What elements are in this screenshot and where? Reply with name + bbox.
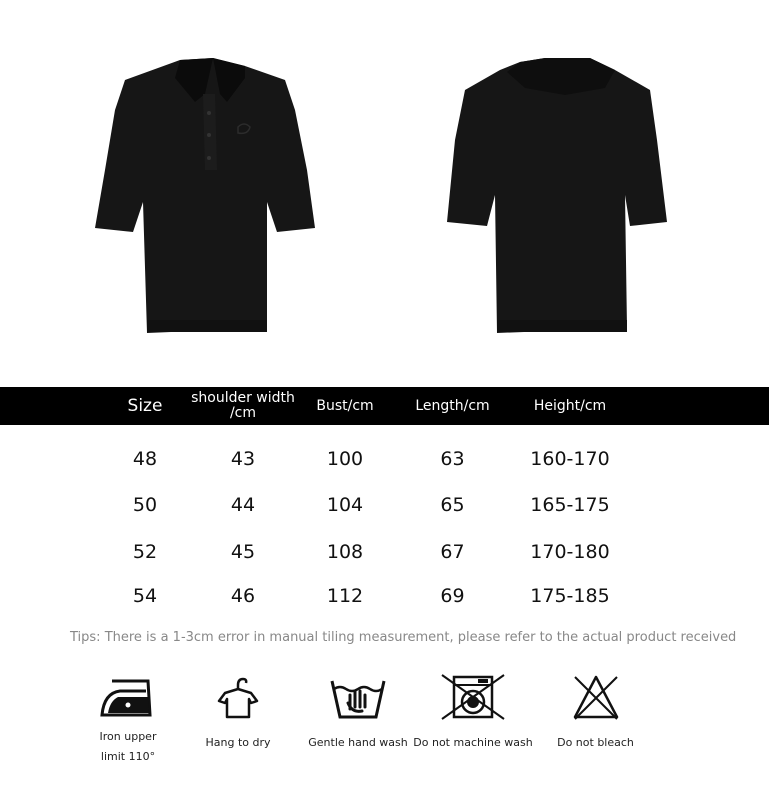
hanger-icon: [213, 673, 263, 721]
care-item-hang: [198, 673, 278, 753]
measurement-tips: Tips: There is a 1-3cm error in manual tiling measurement, please refer to the actual product received: [70, 630, 737, 645]
height-cell: 165-175: [530, 494, 610, 516]
no-bleach-icon: [571, 673, 621, 721]
size-cell: 48: [132, 448, 158, 470]
care-item-hand-wash: [308, 673, 408, 753]
height-cell: 170-180: [530, 541, 610, 563]
height-column-header: Height/cm: [533, 397, 607, 414]
height-cell: 160-170: [530, 448, 610, 470]
table-row: [0, 537, 769, 567]
length-cell: 65: [440, 494, 465, 516]
care-label: Hang to dry: [205, 736, 271, 749]
care-label: Do not bleach: [557, 736, 634, 749]
height-cell: 175-185: [530, 585, 610, 607]
length-cell: 67: [440, 541, 465, 563]
care-item-iron: [88, 673, 168, 767]
bust-cell: 108: [326, 541, 364, 563]
iron-icon: [98, 673, 158, 721]
shoulder-cell: 46: [230, 585, 256, 607]
bust-cell: 104: [326, 494, 364, 516]
care-label: Iron upper limit 110°: [99, 730, 157, 763]
length-cell: 63: [440, 448, 465, 470]
polo-back-image: [445, 50, 667, 340]
shoulder-width-column-header: shoulder width /cm: [191, 390, 295, 421]
size-cell: 52: [132, 541, 158, 563]
size-table-header: [0, 387, 769, 425]
table-row: [0, 490, 769, 520]
table-row: [0, 581, 769, 611]
care-item-no-bleach: [548, 673, 643, 753]
table-row: [0, 444, 769, 474]
bust-cell: 112: [326, 585, 364, 607]
size-cell: 54: [132, 585, 158, 607]
length-column-header: Length/cm: [415, 397, 490, 414]
bust-column-header: Bust/cm: [316, 397, 374, 414]
size-cell: 50: [132, 494, 158, 516]
care-label: Gentle hand wash: [308, 736, 408, 749]
length-cell: 69: [440, 585, 465, 607]
care-label: Do not machine wash: [413, 736, 533, 749]
polo-front-image: [95, 50, 317, 340]
shoulder-cell: 45: [230, 541, 256, 563]
size-column-header: Size: [127, 395, 163, 416]
shoulder-cell: 44: [230, 494, 256, 516]
care-item-no-machine-wash: [413, 673, 533, 753]
bust-cell: 100: [326, 448, 364, 470]
hand-wash-icon: [328, 673, 388, 721]
shoulder-cell: 43: [230, 448, 256, 470]
no-machine-wash-icon: [438, 673, 508, 721]
